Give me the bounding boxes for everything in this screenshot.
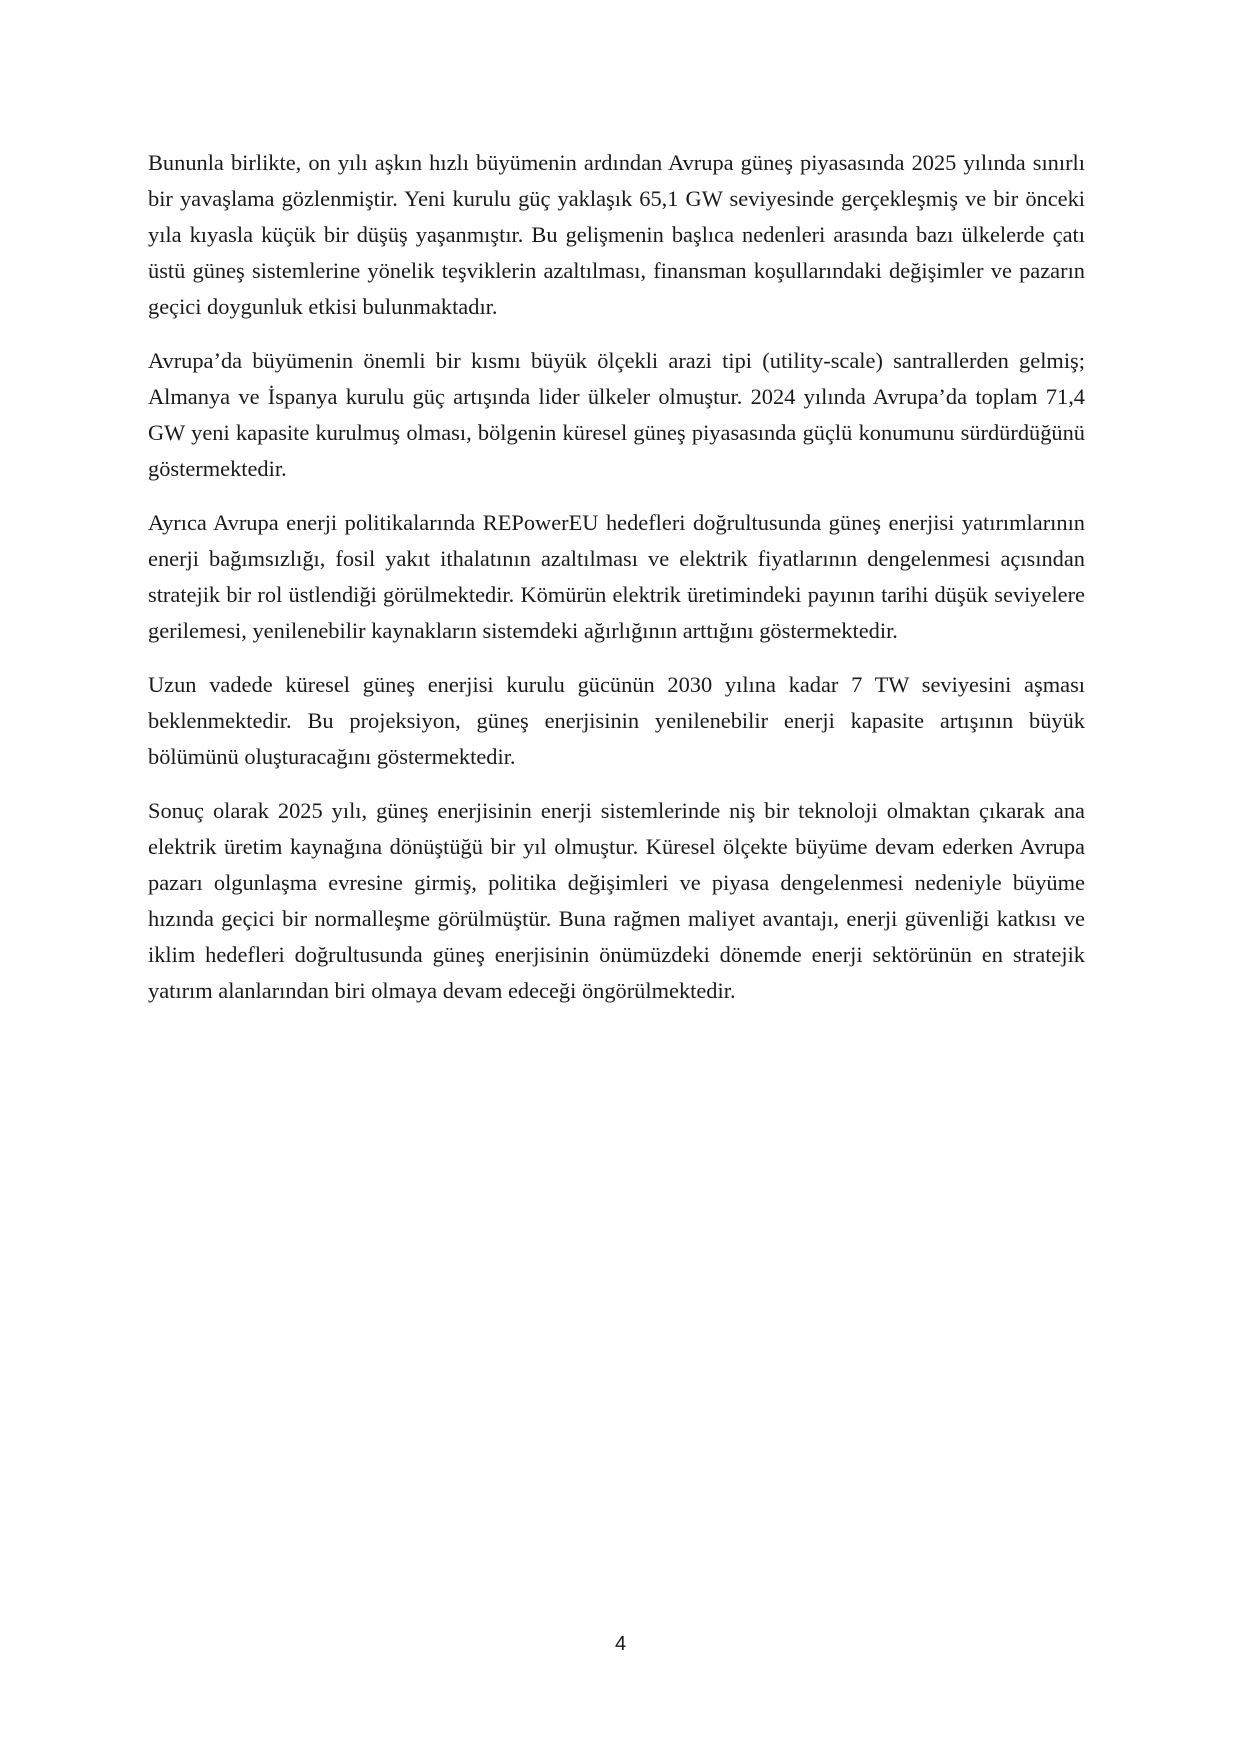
paragraph-1: Bununla birlikte, on yılı aşkın hızlı büyümenin ardından Avrupa güneş piyasasında 2025 yılında sınırlı bir yavaşlama gözlenmiştir. Yeni kurulu güç yaklaşık 65,1 GW seviyesinde gerçekleşmiş ve bir önceki yıla kıyasla küçük bir düşüş yaşanmıştır. Bu gelişmenin başlıca nedenleri arasında bazı ülkelerde çatı üstü güneş sistemlerine yönelik teşviklerin azaltılması, finansman koşullarındaki değişimler ve pazarın geçici doygunluk etkisi bulunmaktadır.	[148, 150, 1085, 319]
page-number: 4	[614, 1633, 627, 1655]
paragraph-2: Avrupa’da büyümenin önemli bir kısmı büyük ölçekli arazi tipi (utility-scale) santrallerden gelmiş; Almanya ve İspanya kurulu güç artışında lider ülkeler olmuştur. 2024 yılında Avrupa’da toplam 71,4 GW yeni kapasite kurulmuş olması, bölgenin küresel güneş piyasasında güçlü konumunu sürdürdüğünü göstermektedir.	[148, 348, 1085, 481]
paragraph-4: Uzun vadede küresel güneş enerjisi kurulu gücünün 2030 yılına kadar 7 TW seviyesini aşması beklenmektedir. Bu projeksiyon, güneş enerjisinin yenilenebilir enerji kapasite artışının büyük bölümünü oluşturacağını göstermektedir.	[148, 672, 1085, 769]
body-text	[148, 145, 1085, 1009]
paragraph-3: Ayrıca Avrupa enerji politikalarında REPowerEU hedefleri doğrultusunda güneş enerjisi yatırımlarının enerji bağımsızlığı, fosil yakıt ithalatının azaltılması ve elektrik fiyatlarının dengelenmesi açısından stratejik bir rol üstlendiği görülmektedir. Kömürün elektrik üretimindeki payının tarihi düşük seviyelere gerilemesi, yenilenebilir kaynakların sistemdeki ağırlığının arttığını göstermektedir.	[148, 510, 1085, 643]
paragraph-5: Sonuç olarak 2025 yılı, güneş enerjisinin enerji sistemlerinde niş bir teknoloji olmaktan çıkarak ana elektrik üretim kaynağına dönüştüğü bir yıl olmuştur. Küresel ölçekte büyüme devam ederken Avrupa pazarı olgunlaşma evresine girmiş, politika değişimleri ve piyasa dengelenmesi nedeniyle büyüme hızında geçici bir normalleşme görülmüştür. Buna rağmen maliyet avantajı, enerji güvenliği katkısı ve iklim hedefleri doğrultusunda güneş enerjisinin önümüzdeki dönemde enerji sektörünün en stratejik yatırım alanlarından biri olmaya devam edeceği öngörülmektedir.	[148, 798, 1085, 1003]
